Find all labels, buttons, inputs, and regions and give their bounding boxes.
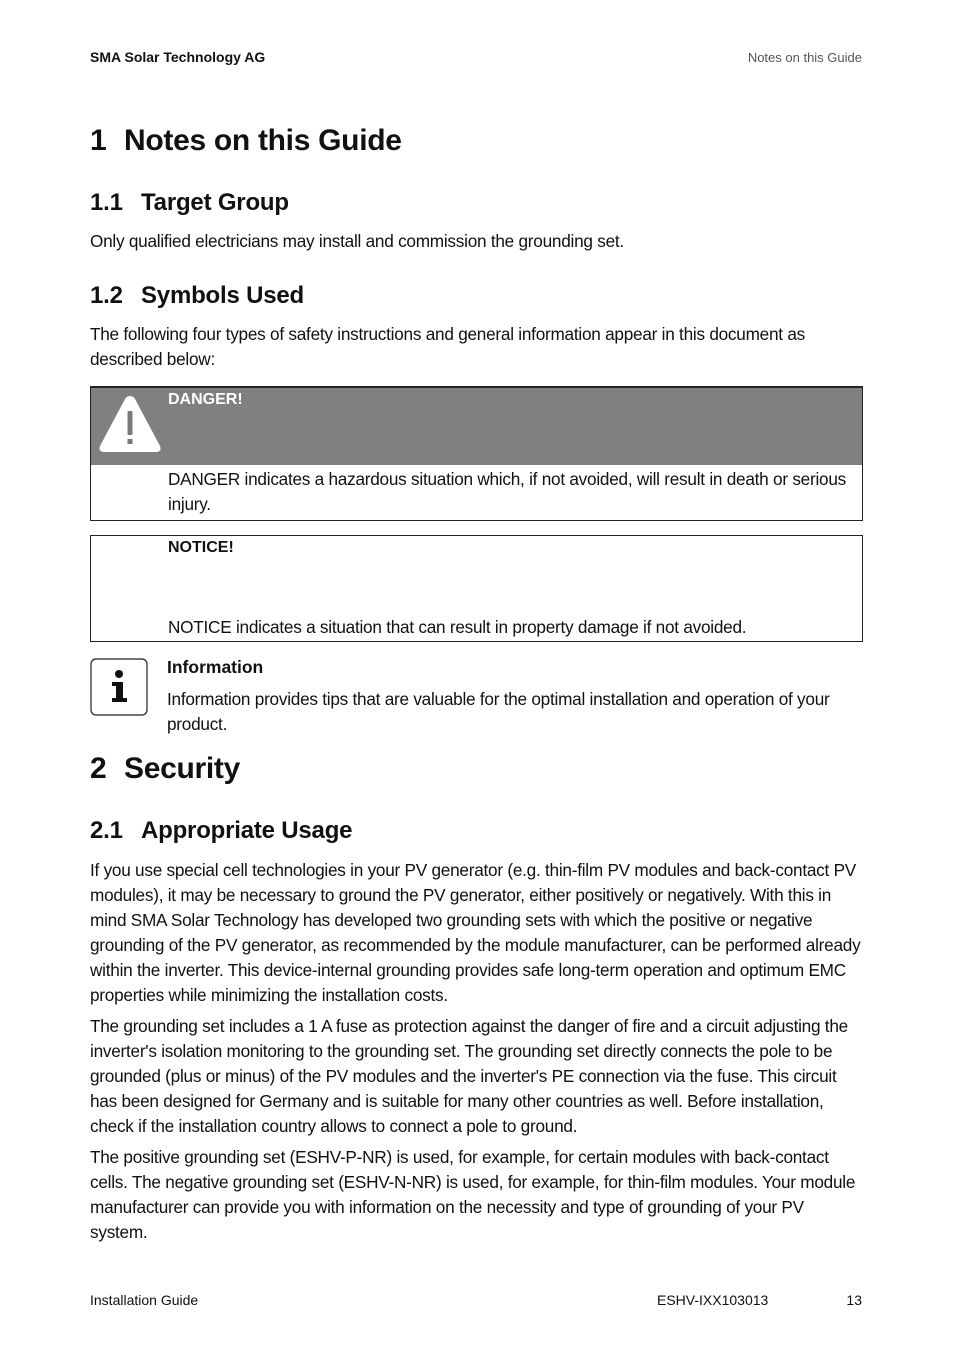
appropriate-usage-body (90, 858, 865, 1245)
chapter-2-title: Security (124, 752, 240, 785)
danger-header-bar (91, 388, 862, 465)
section-1-2-title: Symbols Used (141, 282, 304, 309)
footer-doc-type: Installation Guide (90, 1292, 199, 1308)
chapter-1-title: Notes on this Guide (124, 124, 402, 157)
usage-paragraph-1: If you use special cell technologies in your PV generator (e.g. thin-film PV modules and back-contact PV modules), it may be necessary to ground the PV generator, either positively or negatively. With this in mind SMA Solar Technology has developed two grounding sets with which the positive or negative grounding of the PV generator, as recommended by the module manufacturer, can be performed already within the inverter. This device-internal grounding provides safe long-term operation and optimum EMC properties while minimizing the installation costs. (90, 860, 861, 1005)
section-1-2-number: 1.2 (90, 282, 123, 309)
section-1-1-number: 1.1 (90, 189, 123, 216)
notice-title: NOTICE! (168, 539, 234, 556)
section-1-1-heading (90, 189, 289, 217)
chapter-1-heading (90, 124, 402, 158)
chapter-2-number: 2 (90, 752, 107, 785)
danger-text: DANGER indicates a hazardous situation which, if not avoided, will result in death or serious injury. (168, 469, 846, 514)
chapter-1-number: 1 (90, 124, 107, 157)
notice-text: NOTICE indicates a situation that can result in property damage if not avoided. (168, 617, 747, 637)
usage-paragraph-3: The positive grounding set (ESHV-P-NR) is used, for example, for certain modules with back-contact cells. The negative grounding set (ESHV-N-NR) is used, for example, for thin-film modules. Your module manufacturer can provide you with information on the necessity and type of grounding of your PV system. (90, 1147, 856, 1242)
information-text: Information provides tips that are valuable for the optimal installation and operation of your product. (167, 689, 830, 734)
footer-doc-code: ESHV-IXX103013 (657, 1292, 769, 1308)
symbols-intro-text: The following four types of safety instructions and general information appear in this document as described below: (90, 324, 805, 369)
section-1-2-heading (90, 282, 304, 310)
information-icon (90, 658, 148, 716)
header-company: SMA Solar Technology AG (90, 49, 266, 65)
information-title: Information (167, 657, 264, 677)
footer-page-number: 13 (846, 1292, 862, 1308)
usage-paragraph-2: The grounding set includes a 1 A fuse as protection against the danger of fire and a circuit adjusting the inverter's isolation monitoring to the grounding set. The grounding set directly connects the pole to be grounded (plus or minus) of the PV modules and the inverter's PE connection via the fuse. This circuit has been designed for Germany and is suitable for many other countries as well. Before installation, check if the installation country allows to connect a pole to ground. (90, 1016, 848, 1136)
section-2-1-title: Appropriate Usage (141, 817, 353, 844)
section-2-1-heading (90, 817, 352, 845)
header-section-title: Notes on this Guide (747, 50, 862, 65)
section-1-1-title: Target Group (141, 189, 289, 216)
chapter-2-heading (90, 752, 240, 786)
section-2-1-number: 2.1 (90, 817, 123, 844)
target-group-text: Only qualified electricians may install and commission the grounding set. (90, 231, 624, 251)
notice-callout (90, 535, 863, 642)
danger-callout (90, 386, 863, 521)
warning-triangle-icon (97, 393, 163, 455)
danger-title: DANGER! (168, 391, 243, 408)
